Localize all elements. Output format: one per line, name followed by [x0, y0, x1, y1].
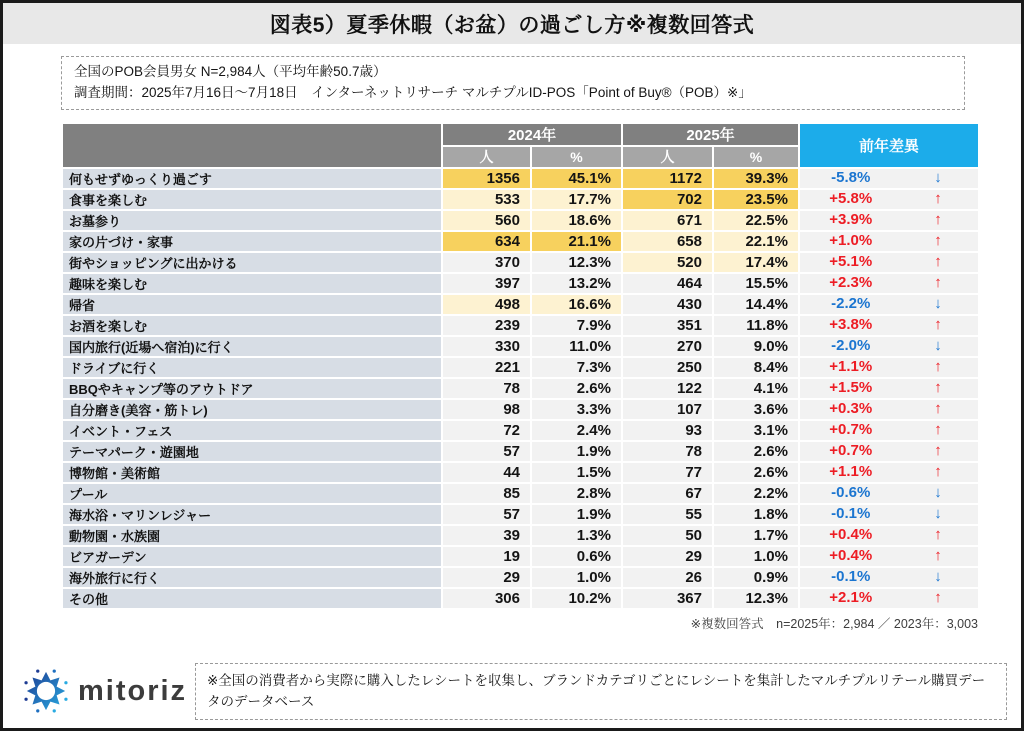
value-2025-percent: 17.4%	[713, 252, 799, 273]
value-2024-count: 634	[442, 231, 531, 252]
value-2024-percent: 12.3%	[531, 252, 622, 273]
value-2024-count: 29	[442, 567, 531, 588]
value-2025-percent: 39.3%	[713, 168, 799, 189]
up-arrow-icon: ↑	[934, 442, 942, 460]
value-2025-percent: 4.1%	[713, 378, 799, 399]
row-label: 自分磨き(美容・筋トレ)	[62, 399, 442, 420]
value-2024-percent: 17.7%	[531, 189, 622, 210]
value-2025-count: 78	[622, 441, 713, 462]
yoy-diff-cell	[799, 588, 979, 609]
value-2024-count: 1356	[442, 168, 531, 189]
yoy-diff-cell	[799, 399, 979, 420]
up-arrow-icon: ↑	[934, 526, 942, 544]
table-row	[62, 441, 979, 462]
value-2025-count: 658	[622, 231, 713, 252]
col-header-2025: 2025年	[622, 123, 799, 146]
value-2025-percent: 3.1%	[713, 420, 799, 441]
yoy-diff-cell	[799, 462, 979, 483]
row-label: 何もせずゆっくり過ごす	[62, 168, 442, 189]
yoy-diff-value: -2.0%	[831, 337, 871, 355]
yoy-diff-value: +3.9%	[829, 211, 873, 229]
row-label: 家の片づけ・家事	[62, 231, 442, 252]
yoy-diff-cell	[799, 315, 979, 336]
yoy-diff-value: +5.8%	[829, 190, 873, 208]
value-2025-count: 671	[622, 210, 713, 231]
table-row	[62, 336, 979, 357]
value-2025-count: 250	[622, 357, 713, 378]
table-row	[62, 462, 979, 483]
subheader-2024-percent: %	[531, 146, 622, 168]
row-label: 趣味を楽しむ	[62, 273, 442, 294]
row-label: イベント・フェス	[62, 420, 442, 441]
table-row	[62, 420, 979, 441]
row-label: テーマパーク・遊園地	[62, 441, 442, 462]
value-2024-percent: 21.1%	[531, 231, 622, 252]
value-2024-count: 44	[442, 462, 531, 483]
survey-info-line-1: 全国のPOB会員男女 N=2,984人（平均年齢50.7歳）	[74, 64, 387, 79]
row-label: ビアガーデン	[62, 546, 442, 567]
value-2025-count: 367	[622, 588, 713, 609]
footer-note: ※全国の消費者から実際に購入したレシートを収集し、ブランドカテゴリごとにレシートを集計したマルチプルリテール購買データのデータベース	[195, 663, 1007, 720]
subheader-2025-percent: %	[713, 146, 799, 168]
value-2024-percent: 2.6%	[531, 378, 622, 399]
value-2025-count: 430	[622, 294, 713, 315]
value-2025-count: 1172	[622, 168, 713, 189]
value-2024-percent: 18.6%	[531, 210, 622, 231]
value-2024-percent: 7.9%	[531, 315, 622, 336]
value-2025-percent: 8.4%	[713, 357, 799, 378]
up-arrow-icon: ↑	[934, 547, 942, 565]
value-2024-count: 72	[442, 420, 531, 441]
table-row	[62, 525, 979, 546]
value-2024-count: 78	[442, 378, 531, 399]
mitoriz-logo	[17, 668, 195, 714]
row-label: 街やショッピングに出かける	[62, 252, 442, 273]
value-2024-percent: 10.2%	[531, 588, 622, 609]
value-2025-percent: 23.5%	[713, 189, 799, 210]
row-label: お墓参り	[62, 210, 442, 231]
yoy-diff-value: +2.3%	[829, 274, 873, 292]
row-label: BBQやキャンプ等のアウトドア	[62, 378, 442, 399]
table-row	[62, 567, 979, 588]
down-arrow-icon: ↓	[934, 337, 942, 355]
value-2025-percent: 14.4%	[713, 294, 799, 315]
subheader-2024-count: 人	[442, 146, 531, 168]
down-arrow-icon: ↓	[934, 484, 942, 502]
yoy-diff-cell	[799, 378, 979, 399]
yoy-diff-cell	[799, 210, 979, 231]
table-row	[62, 546, 979, 567]
value-2025-count: 29	[622, 546, 713, 567]
yoy-diff-value: +1.1%	[829, 358, 873, 376]
yoy-diff-cell	[799, 567, 979, 588]
table-row	[62, 273, 979, 294]
value-2025-count: 464	[622, 273, 713, 294]
yoy-diff-cell	[799, 483, 979, 504]
value-2024-percent: 2.4%	[531, 420, 622, 441]
down-arrow-icon: ↓	[934, 169, 942, 187]
value-2025-percent: 1.0%	[713, 546, 799, 567]
value-2025-count: 702	[622, 189, 713, 210]
yoy-diff-value: +3.8%	[829, 316, 873, 334]
value-2025-percent: 1.7%	[713, 525, 799, 546]
up-arrow-icon: ↑	[934, 274, 942, 292]
table-row	[62, 504, 979, 525]
table-row	[62, 168, 979, 189]
up-arrow-icon: ↑	[934, 253, 942, 271]
value-2025-count: 93	[622, 420, 713, 441]
value-2025-count: 270	[622, 336, 713, 357]
value-2025-percent: 15.5%	[713, 273, 799, 294]
yoy-diff-value: +0.3%	[829, 400, 873, 418]
mitoriz-logo-icon	[23, 668, 69, 714]
value-2024-percent: 13.2%	[531, 273, 622, 294]
row-label: プール	[62, 483, 442, 504]
value-2025-count: 26	[622, 567, 713, 588]
row-label: 動物園・水族園	[62, 525, 442, 546]
yoy-diff-cell	[799, 357, 979, 378]
value-2024-percent: 1.0%	[531, 567, 622, 588]
yoy-diff-cell	[799, 168, 979, 189]
yoy-diff-value: -2.2%	[831, 295, 871, 313]
value-2024-count: 57	[442, 441, 531, 462]
value-2024-count: 498	[442, 294, 531, 315]
yoy-diff-value: -5.8%	[831, 169, 871, 187]
table-row	[62, 588, 979, 609]
value-2024-count: 533	[442, 189, 531, 210]
up-arrow-icon: ↑	[934, 421, 942, 439]
value-2025-percent: 9.0%	[713, 336, 799, 357]
value-2024-count: 221	[442, 357, 531, 378]
yoy-diff-value: +0.7%	[829, 421, 873, 439]
value-2024-count: 306	[442, 588, 531, 609]
value-2024-percent: 45.1%	[531, 168, 622, 189]
row-label: 帰省	[62, 294, 442, 315]
value-2024-count: 57	[442, 504, 531, 525]
table-body	[62, 168, 979, 609]
yoy-diff-value: +1.5%	[829, 379, 873, 397]
value-2024-percent: 16.6%	[531, 294, 622, 315]
yoy-diff-cell	[799, 189, 979, 210]
row-label: その他	[62, 588, 442, 609]
down-arrow-icon: ↓	[934, 505, 942, 523]
col-header-2024: 2024年	[442, 123, 622, 146]
yoy-diff-value: +5.1%	[829, 253, 873, 271]
down-arrow-icon: ↓	[934, 295, 942, 313]
value-2024-percent: 7.3%	[531, 357, 622, 378]
survey-info-box	[61, 56, 965, 110]
table-row	[62, 378, 979, 399]
yoy-diff-cell	[799, 231, 979, 252]
yoy-diff-cell	[799, 420, 979, 441]
yoy-diff-cell	[799, 504, 979, 525]
value-2024-count: 560	[442, 210, 531, 231]
value-2025-percent: 12.3%	[713, 588, 799, 609]
value-2025-percent: 0.9%	[713, 567, 799, 588]
value-2024-count: 85	[442, 483, 531, 504]
value-2025-count: 351	[622, 315, 713, 336]
value-2025-count: 67	[622, 483, 713, 504]
survey-info-line-2: 調査期間：2025年7月16日〜7月18日 インターネットリサーチ マルチプルID-POS「Point of Buy®（POB）※」	[74, 84, 752, 100]
value-2024-percent: 1.9%	[531, 441, 622, 462]
mitoriz-logo-text: mitoriz	[78, 674, 188, 707]
up-arrow-icon: ↑	[934, 190, 942, 208]
yoy-diff-value: +0.4%	[829, 547, 873, 565]
up-arrow-icon: ↑	[934, 211, 942, 229]
table-row	[62, 315, 979, 336]
yoy-diff-value: -0.1%	[831, 505, 871, 523]
value-2024-count: 370	[442, 252, 531, 273]
yoy-diff-value: +1.1%	[829, 463, 873, 481]
value-2024-count: 239	[442, 315, 531, 336]
value-2024-count: 98	[442, 399, 531, 420]
row-label: 博物館・美術館	[62, 462, 442, 483]
table-row	[62, 210, 979, 231]
value-2025-count: 520	[622, 252, 713, 273]
row-label: 国内旅行(近場へ宿泊)に行く	[62, 336, 442, 357]
value-2025-percent: 2.6%	[713, 441, 799, 462]
table-row	[62, 189, 979, 210]
yoy-diff-cell	[799, 525, 979, 546]
up-arrow-icon: ↑	[934, 400, 942, 418]
row-label: お酒を楽しむ	[62, 315, 442, 336]
col-header-yoy-diff: 前年差異	[799, 123, 979, 168]
yoy-diff-cell	[799, 546, 979, 567]
value-2025-count: 122	[622, 378, 713, 399]
table-row	[62, 231, 979, 252]
value-2024-percent: 11.0%	[531, 336, 622, 357]
yoy-diff-value: +2.1%	[829, 589, 873, 607]
up-arrow-icon: ↑	[934, 379, 942, 397]
yoy-diff-value: -0.6%	[831, 484, 871, 502]
yoy-diff-value: +1.0%	[829, 232, 873, 250]
value-2025-count: 50	[622, 525, 713, 546]
table-row	[62, 252, 979, 273]
value-2024-percent: 1.9%	[531, 504, 622, 525]
yoy-diff-cell	[799, 441, 979, 462]
value-2025-percent: 1.8%	[713, 504, 799, 525]
up-arrow-icon: ↑	[934, 358, 942, 376]
value-2024-percent: 2.8%	[531, 483, 622, 504]
yoy-diff-value: -0.1%	[831, 568, 871, 586]
yoy-diff-cell	[799, 336, 979, 357]
subheader-2025-count: 人	[622, 146, 713, 168]
yoy-diff-value: +0.7%	[829, 442, 873, 460]
value-2025-percent: 22.5%	[713, 210, 799, 231]
table-row	[62, 483, 979, 504]
value-2025-count: 77	[622, 462, 713, 483]
value-2025-percent: 2.2%	[713, 483, 799, 504]
table-row	[62, 357, 979, 378]
title-bar	[3, 3, 1021, 44]
table-header	[62, 123, 979, 168]
yoy-diff-cell	[799, 273, 979, 294]
table-row	[62, 294, 979, 315]
yoy-diff-cell	[799, 252, 979, 273]
yoy-diff-cell	[799, 294, 979, 315]
row-label: ドライブに行く	[62, 357, 442, 378]
label-column-header	[62, 123, 442, 168]
value-2025-percent: 22.1%	[713, 231, 799, 252]
value-2024-percent: 0.6%	[531, 546, 622, 567]
row-label: 食事を楽しむ	[62, 189, 442, 210]
table-row	[62, 399, 979, 420]
value-2024-count: 330	[442, 336, 531, 357]
sample-size-note: ※複数回答式 n=2025年：2,984 ／ 2023年：3,003	[690, 616, 978, 631]
up-arrow-icon: ↑	[934, 589, 942, 607]
value-2024-count: 39	[442, 525, 531, 546]
value-2025-count: 55	[622, 504, 713, 525]
up-arrow-icon: ↑	[934, 463, 942, 481]
down-arrow-icon: ↓	[934, 568, 942, 586]
page-title: 図表5）夏季休暇（お盆）の過ごし方※複数回答式	[269, 13, 755, 37]
up-arrow-icon: ↑	[934, 316, 942, 334]
yoy-diff-value: +0.4%	[829, 526, 873, 544]
value-2024-count: 19	[442, 546, 531, 567]
value-2025-percent: 11.8%	[713, 315, 799, 336]
value-2025-percent: 3.6%	[713, 399, 799, 420]
value-2024-percent: 1.5%	[531, 462, 622, 483]
value-2024-percent: 1.3%	[531, 525, 622, 546]
value-2024-percent: 3.3%	[531, 399, 622, 420]
row-label: 海水浴・マリンレジャー	[62, 504, 442, 525]
up-arrow-icon: ↑	[934, 232, 942, 250]
value-2024-count: 397	[442, 273, 531, 294]
value-2025-count: 107	[622, 399, 713, 420]
survey-data-table	[61, 122, 980, 610]
footer	[17, 663, 1007, 720]
value-2025-percent: 2.6%	[713, 462, 799, 483]
row-label: 海外旅行に行く	[62, 567, 442, 588]
